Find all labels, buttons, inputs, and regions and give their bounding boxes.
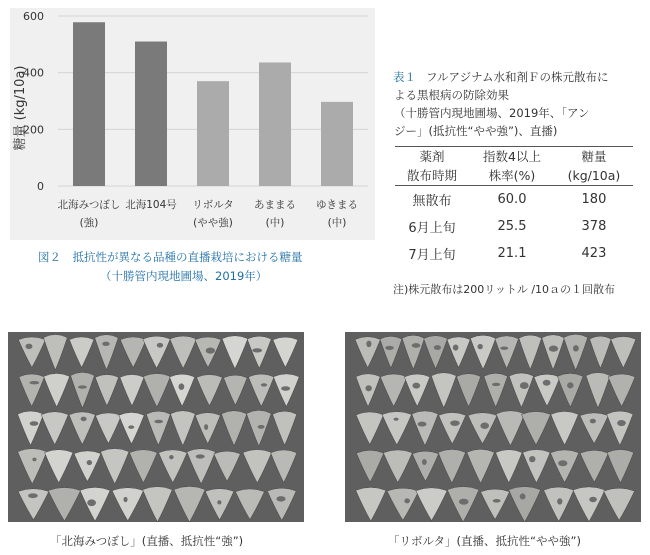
beet-root-shape	[248, 374, 274, 406]
root-blemish	[261, 383, 267, 386]
beet-root-shape	[143, 374, 170, 407]
root-blemish	[258, 425, 265, 429]
beet-root-shape	[542, 335, 565, 370]
beet-root-shape	[519, 335, 542, 369]
beet-root-shape	[41, 412, 68, 445]
bar	[197, 81, 229, 186]
y-tick-label: 400	[23, 66, 44, 80]
beet-root-shape	[146, 411, 170, 445]
beet-root-shape	[431, 373, 456, 408]
beet-root-shape	[438, 449, 465, 483]
y-axis-title: 糖量 (kg/10a)	[13, 65, 28, 151]
root-blemish	[87, 499, 96, 506]
beet-root-shape	[356, 450, 383, 482]
x-tick-sublabel: (中)	[327, 217, 347, 229]
beet-root-shape	[424, 336, 448, 369]
table-row	[395, 213, 633, 240]
root-blemish	[492, 383, 500, 386]
table-cell: 378	[581, 219, 607, 234]
chart-bars	[73, 22, 353, 186]
root-blemish	[28, 493, 38, 498]
beet-root-shape	[120, 337, 146, 368]
root-blemish	[394, 418, 399, 421]
beet-root-shape	[412, 411, 438, 446]
beet-root-shape	[95, 413, 121, 444]
root-blemish	[480, 423, 489, 429]
table-cell: 21.1	[497, 246, 527, 261]
root-blemish	[549, 346, 558, 352]
beet-root-shape	[416, 488, 447, 521]
photo-hokkai-mitsuboshi-roots	[8, 332, 304, 522]
beet-root-shape	[356, 487, 386, 521]
root-blemish	[543, 380, 551, 386]
beet-root-shape	[447, 337, 470, 368]
root-blemish	[459, 499, 469, 505]
root-blemish	[500, 346, 508, 349]
table-header-row	[395, 147, 633, 167]
beet-root-shape	[551, 411, 579, 445]
beet-root-shape	[412, 451, 438, 481]
table-cell: 7月上旬	[408, 248, 456, 263]
beet-root-shape	[271, 450, 297, 483]
sugar-beet-roots-image	[8, 332, 304, 522]
root-blemish	[366, 341, 371, 348]
sugar-yield-bar-chart	[10, 8, 375, 240]
header-cell: 指数4以上	[469, 147, 555, 167]
beet-root-shape	[439, 412, 466, 443]
beet-root-shape	[607, 449, 634, 482]
table-cell: 60.0	[497, 192, 527, 207]
beet-root-shape	[564, 334, 588, 370]
table-cell: 無散布	[412, 194, 452, 209]
beet-root-shape	[71, 372, 95, 408]
beet-root-shape	[481, 489, 510, 519]
y-tick-label: 200	[23, 123, 44, 137]
beet-root-shape	[496, 450, 523, 483]
root-blemish	[29, 381, 39, 384]
beet-root-shape	[457, 374, 481, 407]
root-blemish	[276, 496, 285, 501]
beet-root-shape	[224, 375, 248, 405]
beet-root-shape	[573, 487, 605, 522]
root-blemish	[412, 343, 421, 348]
beet-root-shape	[120, 374, 144, 405]
root-blemish	[590, 419, 596, 424]
x-tick-sublabel: (やや強)	[193, 217, 233, 229]
beet-root-shape	[129, 450, 157, 483]
table-caption-line: 表１ フルアジナム水和剤Ｆの株元散布に	[393, 70, 609, 84]
root-blemish	[169, 455, 174, 459]
root-blemish	[453, 345, 459, 351]
beet-root-shape	[170, 411, 195, 446]
beet-root-shape	[604, 488, 635, 520]
root-blemish	[102, 342, 109, 346]
root-blemish	[589, 497, 597, 503]
header-cell: 糖量	[555, 147, 633, 167]
root-blemish	[573, 345, 579, 351]
root-blemish	[217, 500, 221, 504]
beet-root-shape	[387, 488, 419, 520]
x-tick-label: ゆきまる	[316, 199, 358, 211]
beet-root-shape	[380, 374, 407, 407]
root-blemish	[385, 346, 393, 350]
root-blemish	[404, 498, 410, 503]
root-blemish	[434, 345, 441, 350]
root-blemish	[493, 499, 501, 503]
x-tick-label: あままる	[254, 199, 296, 211]
beet-root-shape	[143, 336, 170, 368]
beet-root-shape	[143, 487, 173, 522]
beet-root-shape	[273, 337, 298, 367]
root-blemish	[252, 348, 262, 352]
header-cell: 薬剤	[395, 147, 469, 167]
root-blemish	[557, 498, 562, 504]
photo-caption-right: 「リボルタ」(直播、抵抗性“やや強”)	[388, 534, 581, 548]
root-blemish	[123, 497, 127, 502]
beet-root-shape	[44, 373, 70, 407]
beet-root-shape	[550, 450, 578, 483]
beet-root-shape	[101, 449, 129, 484]
beet-root-shape	[243, 450, 272, 483]
photo-caption-left: 「北海みつぼし」(直播、抵抗性“強”)	[50, 534, 244, 548]
beet-root-shape	[534, 374, 560, 406]
beet-root-shape	[112, 488, 143, 521]
root-blemish	[78, 385, 87, 388]
y-tick-label: 600	[23, 10, 44, 23]
table-row	[395, 186, 633, 214]
y-tick-label: 0	[37, 180, 44, 193]
beet-root-shape	[470, 335, 495, 369]
beet-root-shape	[356, 412, 383, 445]
root-blemish	[30, 421, 39, 426]
root-blemish	[478, 344, 483, 349]
table-block	[393, 68, 648, 297]
beet-root-shape	[267, 488, 296, 520]
table-note: 注)株元散布は200リットル /10ａの１回散布	[393, 283, 616, 296]
beet-root-shape	[607, 411, 633, 445]
beet-root-shape	[197, 375, 223, 406]
beet-root-shape	[580, 450, 608, 482]
beet-root-shape	[611, 336, 636, 367]
x-tick-sublabel: (強)	[79, 217, 99, 229]
beet-root-shape	[95, 335, 119, 370]
bar	[259, 62, 291, 186]
beet-root-shape	[557, 373, 583, 407]
root-blemish	[154, 420, 163, 424]
beet-root-shape	[523, 450, 550, 483]
beet-root-shape	[590, 336, 612, 368]
beet-root-shape	[382, 412, 411, 445]
bar	[73, 22, 105, 186]
table-caption-line: よる黒根病の防除効果	[394, 88, 509, 102]
beet-root-shape	[402, 335, 424, 369]
root-blemish	[157, 343, 163, 348]
beet-root-shape	[380, 336, 402, 368]
beet-root-shape	[18, 337, 45, 367]
beet-root-shape	[43, 334, 67, 370]
beet-root-shape	[509, 373, 533, 407]
beet-root-shape	[383, 450, 412, 483]
root-blemish	[206, 347, 215, 353]
beet-root-shape	[586, 373, 610, 408]
header-cell: 散布時期	[395, 166, 469, 186]
beet-root-shape	[18, 449, 47, 484]
beet-root-shape	[221, 411, 246, 446]
beet-root-shape	[496, 411, 525, 446]
root-blemish	[365, 385, 371, 391]
header-cell: (kg/10a)	[555, 166, 633, 186]
sugar-beet-roots-image	[345, 332, 641, 522]
beet-root-shape	[170, 336, 197, 368]
chart-panel	[10, 8, 375, 240]
table-cell: 25.5	[497, 219, 527, 234]
x-tick-label: リボルタ	[192, 199, 234, 211]
table-caption-line: ジー」(抵抗性“やや強”)、直播)	[394, 124, 558, 138]
beet-root-shape	[19, 374, 45, 407]
beet-root-shape	[48, 488, 80, 521]
beet-root-shape	[484, 373, 508, 407]
x-tick-sublabel: (中)	[265, 217, 285, 229]
beet-root-shape	[222, 336, 248, 369]
header-cell: 株率(%)	[469, 166, 555, 186]
root-blemish	[179, 383, 185, 390]
root-blemish	[412, 383, 420, 389]
bar	[321, 102, 353, 186]
root-blemish	[558, 460, 567, 466]
beet-root-shape	[187, 449, 216, 484]
beet-root-shape	[74, 451, 101, 482]
root-blemish	[422, 459, 427, 465]
root-blemish	[567, 382, 573, 388]
root-blemish	[529, 456, 535, 462]
beet-root-shape	[608, 374, 635, 407]
beet-root-shape	[509, 487, 541, 522]
root-blemish	[418, 422, 427, 427]
root-blemish	[196, 454, 205, 458]
root-blemish	[450, 420, 460, 426]
beet-root-shape	[214, 451, 241, 481]
beet-root-shape	[404, 374, 430, 406]
table-header-row	[395, 166, 633, 186]
figure-caption: 図２ 抵抗性が異なる品種の直播栽培における糖量	[38, 250, 303, 264]
photo-ribolta-roots	[345, 332, 641, 522]
x-axis-labels	[58, 198, 358, 229]
root-blemish	[87, 460, 92, 465]
beet-root-shape	[174, 486, 205, 522]
root-blemish	[25, 344, 32, 349]
root-blemish	[281, 386, 290, 390]
beet-root-shape	[69, 412, 95, 445]
beet-root-shape	[170, 374, 195, 406]
table-cell: 423	[581, 246, 607, 261]
beet-root-shape	[273, 411, 297, 445]
table-number: 表１	[393, 70, 416, 84]
beet-root-shape	[45, 450, 73, 483]
bar	[135, 42, 167, 187]
beet-root-shape	[159, 450, 188, 483]
control-effect-table	[395, 146, 633, 267]
beet-root-shape	[235, 489, 264, 520]
beet-root-shape	[521, 411, 550, 444]
beet-root-shape	[18, 411, 44, 445]
figure-subcaption: （十勝管内現地圃場、2019年）	[100, 269, 268, 283]
beet-root-shape	[69, 337, 94, 368]
beet-root-shape	[467, 449, 495, 483]
x-tick-label: 北海みつぼし	[57, 199, 121, 211]
root-blemish	[520, 493, 526, 499]
root-blemish	[617, 420, 626, 426]
beet-root-shape	[580, 413, 608, 444]
table-cell: 6月上旬	[408, 221, 456, 236]
x-tick-label: 北海104号	[125, 199, 177, 211]
root-blemish	[128, 425, 134, 429]
table-row	[395, 240, 633, 267]
root-blemish	[32, 458, 36, 462]
beet-root-shape	[95, 375, 118, 406]
table-caption-line: （十勝管内現地圃場、2019年、「アン	[394, 106, 590, 120]
root-blemish	[520, 382, 529, 389]
table-cell: 180	[581, 192, 607, 207]
root-blemish	[81, 417, 87, 422]
root-blemish	[204, 424, 208, 430]
beet-root-shape	[495, 336, 519, 369]
